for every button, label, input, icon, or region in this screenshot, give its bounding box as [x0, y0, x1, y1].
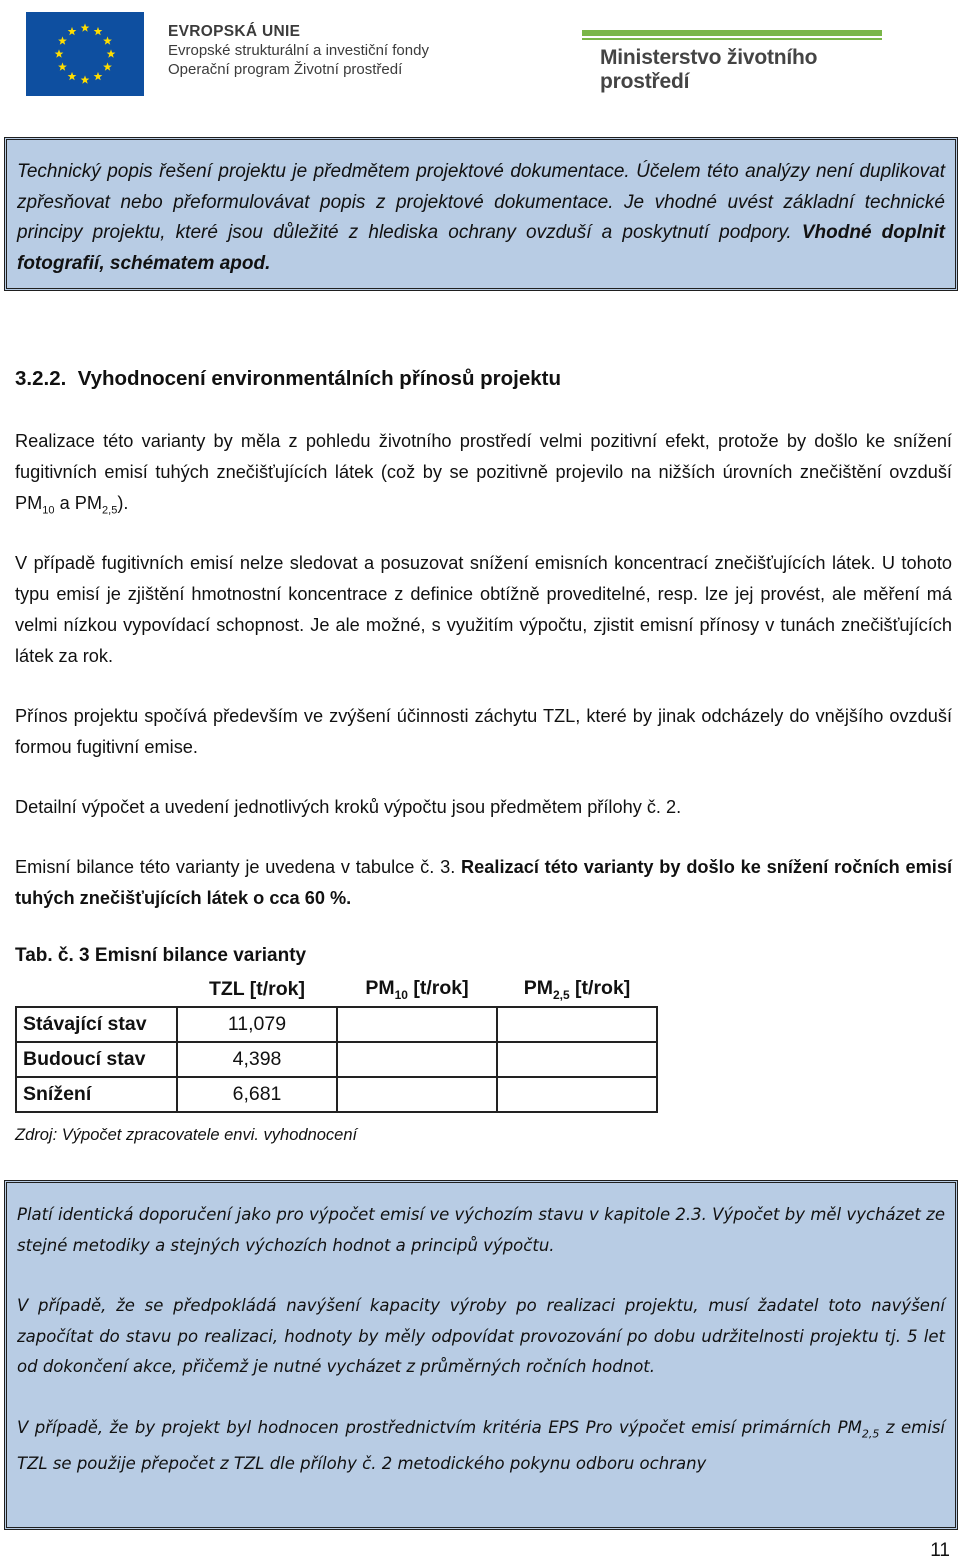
section-title: Vyhodnocení environmentálních přínosů projektu [77, 367, 562, 390]
row-pm10 [337, 1042, 497, 1077]
section-number: 3.2.2. [15, 367, 67, 390]
eu-star-icon [94, 72, 103, 80]
table-header-pm10 [337, 973, 497, 1007]
section-heading [15, 367, 561, 391]
paragraph-5-bold: Realizací této varianty by došlo ke snížení ročních emisí tuhých znečišťujících látek o cca 60 %. [15, 857, 953, 908]
paragraph-1-text-b: a PM [54, 493, 103, 513]
eu-star-icon [94, 27, 103, 35]
eu-subtitle-1: Evropské strukturální a investiční fondy [168, 42, 429, 59]
page-number: 11 [930, 1540, 950, 1561]
row-pm25 [497, 1007, 657, 1042]
ministry-logo-bar [582, 30, 882, 36]
pm10-unit: [t/rok] [407, 977, 469, 1000]
eu-star-icon [81, 75, 90, 83]
table-row [16, 1077, 657, 1112]
table-header-empty [16, 973, 177, 1007]
eu-flag-icon [26, 12, 144, 96]
eu-star-icon [58, 36, 67, 44]
pm10-label: PM [365, 977, 395, 1000]
row-tzl: 11,079 [177, 1007, 337, 1042]
guidance-box-2 [4, 1180, 958, 1530]
eu-program-logo-text [168, 22, 429, 79]
pm25-subscript: 2,5 [102, 504, 118, 517]
paragraph-2: V případě fugitivních emisí nelze sledovat a posuzovat snížení emisních koncentrací znečišťujících látek. U tohoto typu emisí je zjištění hmotnostní koncentrace z definice obtížně proveditelné, resp. lze jej provést, ale měření má velmi nízkou vypovídací schopnost. Je ale možné, s využitím výpočtu, zjistit emisní přínosy v tunách znečišťujících látek za rok. [15, 553, 952, 666]
paragraph-1-text-a: Realizace této varianty by měla z pohledu životního prostředí velmi pozitivní efekt, protože by došlo ke snížení fugitivních emisí tuhých znečišťujících látek (což by se pozitivně projevilo na nižších úrovních znečištění ovzduší PM [15, 431, 952, 513]
emission-table [15, 973, 658, 1113]
row-tzl: 6,681 [177, 1077, 337, 1112]
guidance-box-2-p3-sub: 2,5 [861, 1426, 880, 1440]
guidance-box-1-body: Technický popis řešení projektu je předmětem projektové dokumentace. Účelem této analýzy není duplikovat zpřesňovat nebo přeformulovávat popis z projektové dokumentace. Je vhodné uvést základní technické principy projektu, které jsou důležité z hlediska ochrany ovzduší a poskytnutí podpory. [17, 161, 945, 243]
row-label: Stávající stav [16, 1007, 177, 1042]
paragraph-4: Detailní výpočet a uvedení jednotlivých kroků výpočtu jsou předmětem přílohy č. 2. [15, 797, 682, 817]
paragraph-5-text: Emisní bilance této varianty je uvedena v tabulce č. 3. [15, 857, 462, 877]
row-label: Budoucí stav [16, 1042, 177, 1077]
pm10-label-sub: 10 [394, 987, 408, 1002]
ministry-name: Ministerstvo životního prostředí [600, 46, 818, 93]
eu-subtitle-2: Operační program Životní prostředí [168, 61, 403, 78]
table-header-tzl: TZL [t/rok] [177, 973, 337, 1007]
table-title: Tab. č. 3 Emisní bilance varianty [15, 945, 307, 966]
table-header-pm25 [497, 973, 657, 1007]
guidance-box-2-p3-a: V případě, že by projekt byl hodnocen prostřednictvím kritéria EPS Pro výpočet emisí primárních PM [17, 1417, 862, 1437]
eu-star-icon [68, 72, 77, 80]
paragraph-5 [15, 852, 952, 914]
row-pm25 [497, 1042, 657, 1077]
guidance-box-2-paragraph-3 [17, 1413, 945, 1480]
table-header-row [16, 973, 657, 1007]
eu-star-icon [107, 49, 116, 57]
eu-star-icon [55, 49, 64, 57]
pm25-unit: [t/rok] [569, 977, 631, 1000]
guidance-box-2-paragraph-1: Platí identická doporučení jako pro výpočet emisí ve výchozím stavu v kapitole 2.3. Výpočet by měl vycházet ze stejné metodiky a stejných výchozích hodnot a principů výpočtu. [17, 1205, 945, 1255]
eu-star-icon [58, 62, 67, 70]
eu-star-icon [68, 27, 77, 35]
eu-star-icon [103, 36, 112, 44]
eu-star-icon [81, 23, 90, 31]
guidance-box-2-p3-b: z emisí TZL se použije přepočet z TZL dle přílohy č. 2 metodického pokynu odboru ochrany [17, 1417, 945, 1474]
guidance-box-2-paragraph-2: V případě, že se předpokládá navýšení kapacity výroby po realizaci projektu, musí žadatel toto navýšení započítat do stavu po realizaci, hodnoty by měly odpovídat provozování po dobu udržitelnosti projektu tj. 5 let od dokončení akce, přičemž je nutné vycházet z průměrných ročních hodnot. [17, 1296, 945, 1376]
eu-title: EVROPSKÁ UNIE [168, 23, 301, 40]
pm25-label: PM [523, 977, 553, 1000]
row-pm10 [337, 1007, 497, 1042]
guidance-box-1 [4, 137, 958, 291]
eu-star-icon [103, 62, 112, 70]
ministry-logo-line [582, 38, 882, 40]
paragraph-1-text-c: ). [117, 493, 129, 513]
row-pm25 [497, 1077, 657, 1112]
pm10-subscript: 10 [42, 504, 55, 517]
paragraph-1 [15, 426, 952, 527]
table-row [16, 1042, 657, 1077]
ministry-logo-icon [582, 22, 902, 93]
row-tzl: 4,398 [177, 1042, 337, 1077]
row-pm10 [337, 1077, 497, 1112]
guidance-box-1-text [17, 157, 945, 279]
row-label: Snížení [16, 1077, 177, 1112]
table-source: Zdroj: Výpočet zpracovatele envi. vyhodnocení [15, 1126, 358, 1144]
paragraph-3: Přínos projektu spočívá především ve zvýšení účinnosti záchytu TZL, které by jinak odcházely do vnějšího ovzduší formou fugitivní emise. [15, 706, 952, 757]
pm25-label-sub: 2,5 [552, 987, 570, 1002]
guidance-box-1-bold: Vhodné doplnit fotografií, schématem apod. [17, 222, 945, 274]
table-row [16, 1007, 657, 1042]
